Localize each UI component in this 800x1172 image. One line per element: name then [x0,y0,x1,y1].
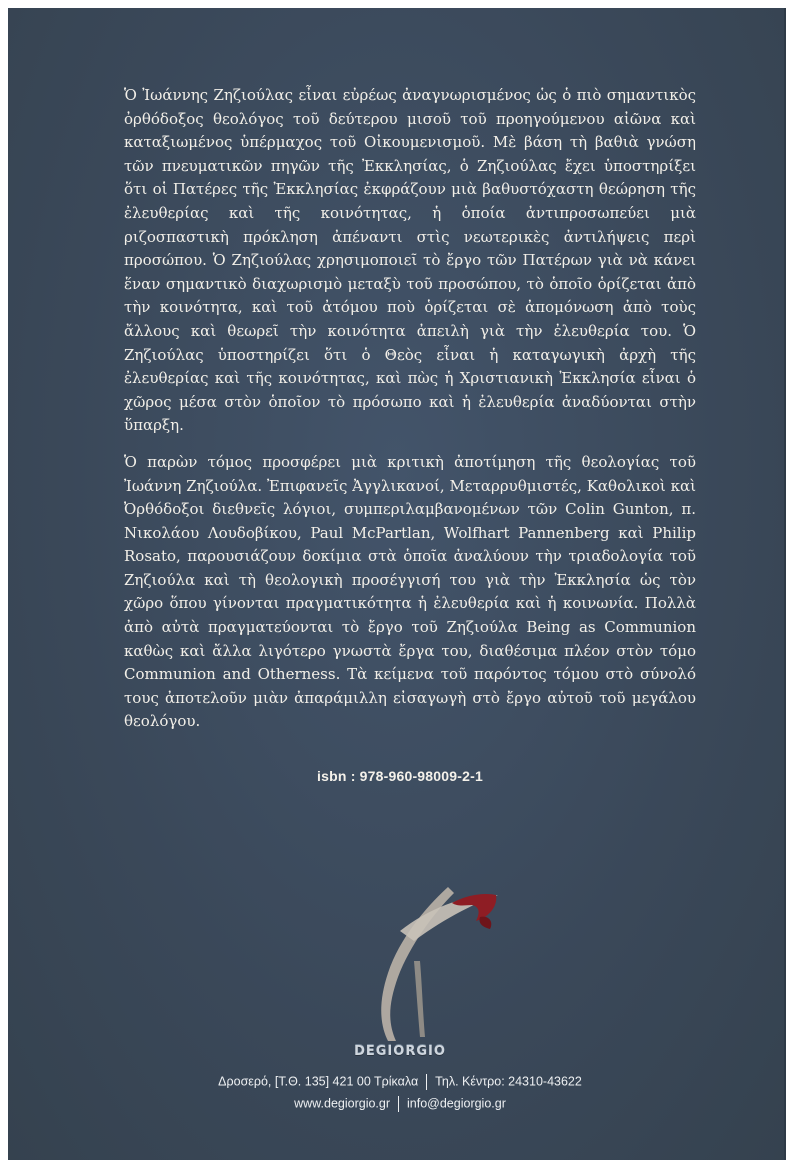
blurb [124,84,696,747]
divider [426,1074,427,1090]
publisher-email: info@degiorgio.gr [407,1096,506,1111]
publisher-contact-row-1 [0,1074,800,1090]
publisher-website: www.degiorgio.gr [294,1096,391,1111]
blurb-paragraph-1: Ὁ Ἰωάννης Ζηζιούλας εἶναι εὐρέως ἀναγνωρισμένος ὡς ὁ πιὸ σημαντικὸς ὀρθόδοξος θεολόγος τοῦ δεύτερου μισοῦ τοῦ προηγούμενου αἰῶνα καὶ καταξιωμένος ὑπέρμαχος τοῦ Οἰκουμενισμοῦ. Μὲ βάση τὴ βαθιὰ γνώση τῶν πνευματικῶν πηγῶν τῆς Ἐκκλησίας, ὁ Ζηζιούλας ἔχει ὑποστηρίξει ὅτι οἱ Πατέρες τῆς Ἐκκλησίας ἐκφράζουν μιὰ βαθυστόχαστη θεώρηση τῆς ἐλευθερίας καὶ τῆς κοινότητας, ἡ ὁποία ἀντιπροσωπεύει μιὰ ριζοσπαστικὴ πρόκληση ἀπέναντι στὶς νεωτερικὲς ἀντιλήψεις περὶ προσώπου. Ὁ Ζηζιούλας χρησιμοποιεῖ τὸ ἔργο τῶν Πατέρων γιὰ νὰ κάνει ἕναν σημαντικὸ διαχωρισμὸ μεταξὺ τοῦ προσώπου, τὸ ὁποῖο ὁρίζεται ἀπὸ τὴν κοινότητα, καὶ τοῦ ἀτόμου ποὺ ὁρίζεται σὲ ἀπομόνωση ἀπὸ τοὺς ἄλλους καὶ θεωρεῖ τὴν κοινότητα ἀπειλὴ γιὰ τὴν ἐλευθερία του. Ὁ Ζηζιούλας ὑποστηρίζει ὅτι ὁ Θεὸς εἶναι ἡ καταγωγικὴ ἀρχὴ τῆς ἐλευθερίας καὶ τῆς κοινότητας, καὶ πὼς ἡ Χριστιανικὴ Ἐκκλησία εἶναι ὁ χῶρος μέσα στὸν ὁποῖον τὸ πρόσωπο καὶ ἡ ἐλευθερία ἀναδύονται στὴν ὕπαρξη. [124,86,696,435]
publisher-phone: Τηλ. Κέντρο: 24310-43622 [435,1074,582,1089]
blurb-paragraph-2: Ὁ παρὼν τόμος προσφέρει μιὰ κριτικὴ ἀποτίμηση τῆς θεολογίας τοῦ Ἰωάννη Ζηζιούλα. Ἐπιφανεῖς Ἀγγλικανοί, Μεταρρυθμιστές, Καθολικοὶ καὶ Ὀρθόδοξοι διεθνεῖς λόγιοι, συμπεριλαμβανομένων τῶν Colin Gunton, π. Νικολάου Λουδοβίκου, Paul McPartlan, Wolfhart Pannenberg καὶ Philip Rosato, παρουσιάζουν δοκίμια στὰ ὁποῖα ἀναλύουν τὴν τριαδολογία τοῦ Ζηζιούλα καὶ τὴ θεολογικὴ προσέγγισή του γιὰ τὴν Ἐκκλησία ὡς τὸν χῶρο ὅπου γίνονται πραγματικότητα ἡ ἐλευθερία καὶ ἡ κοινωνία. Πολλὰ ἀπὸ αὐτὰ πραγματεύονται τὸ ἔργο τοῦ Ζηζιούλα Being as Communion καθὼς καὶ ἄλλα λιγότερο γνωστὰ ἔργα του, διαθέσιμα πλέον στὸν τόμο Communion and Otherness. Τὰ κείμενα τοῦ παρόντος τόμου στὸ σύνολό τους ἀποτελοῦν μιὰν ἀπαράμιλλη εἰσαγωγὴ στὸ ἔργο αὐτοῦ τοῦ μεγάλου θεολόγου. [124,452,696,731]
isbn-label: isbn : 978-960-98009-2-1 [317,768,483,784]
publisher-address: Δροσερό, [Τ.Θ. 135] 421 00 Τρίκαλα [218,1074,419,1089]
degiorgio-brushstroke-logo-icon [330,865,520,1045]
divider [398,1096,399,1112]
publisher-contact-row-2 [0,1096,800,1112]
publisher-name: DEGIORGIO [354,1044,446,1059]
